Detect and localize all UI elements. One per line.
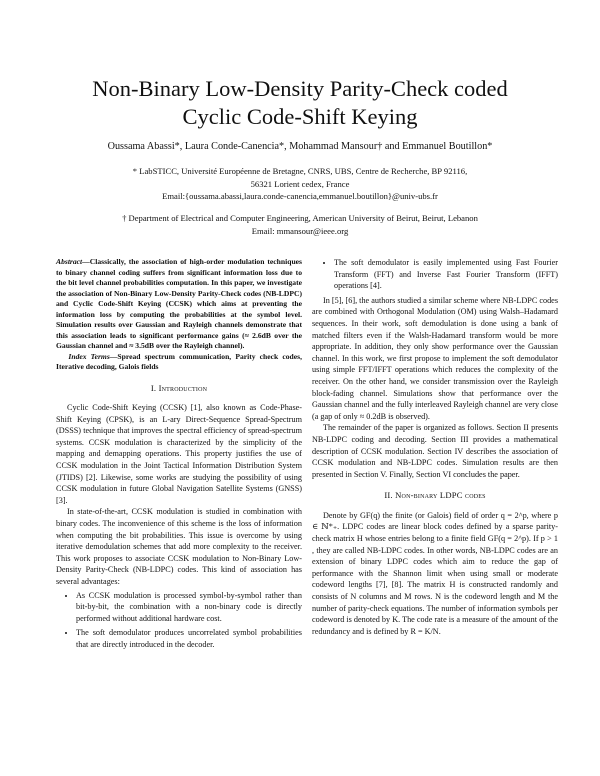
title-line-1: Non-Binary Low-Density Parity-Check coded [92,76,508,101]
nb-ldpc-paragraph-1: Denote by GF(q) the finite (or Galois) field of order q = 2^p, where p ∈ ℕ*₊. LDPC codes are linear block codes defined by a sparse parity-check matrix H whose entries belong to a finite field GF(q = 2^p). If p > 1 , they are called NB-LDPC codes. In other words, NB-LDPC codes are an extension of binary LDPC codes which aim to reduce the gap of performance with the Shannon limit when using small or moderate codeword lengths [7], [8]. The matrix H is constructed randomly and consists of N columns and M rows. N is the codeword length and M the number of parity-check equations. The number of information symbols per codeword is denoted by K. The code rate is a measure of the amount of the redundancy and is defined by R = K/N. [312,510,558,636]
right-column [312,257,558,637]
advantages-list [56,590,302,651]
abstract [56,257,302,352]
intro-paragraph-3: In [5], [6], the authors studied a similar scheme where NB-LDPC codes are combined with Orthogonal Modulation (OM) using Walsh–Hadamard sequences. In their work, soft demodulation is done using a bank of matched filters even if the Walsh-Hadamard transform would be more appropriate. In addition, they only show performance over the Gaussian channel. In this work, we first propose to implement the soft demodulator using simple FFT/IFFT operations which reduces the complexity of the receiver. On the other hand, we consider transmission over the Rayleigh block-fading channel. Simulations show that performance over the Gaussian channel and the fully interleaved Rayleigh channel are very close (a gap of only ≈ 0.2dB is observed). [312,295,558,421]
intro-paragraph-2: In state-of-the-art, CCSK modulation is studied in combination with binary codes. The inconvenience of this scheme is the loss of information when computing the bit probabilities. This issue is overcome by using iterative demodulation schemes that add more complexity to the receiver. This work proposes to associate CCSK modulation to Non-Binary Low-Density Parity-Check (NB-LDPC) codes. This kind of association has several advantages: [56,507,302,586]
index-terms-label: Index Terms [68,351,110,361]
affiliation-1-line-1: * LabSTICC, Université Européenne de Bretagne, CNRS, UBS, Centre de Recherche, BP 92116, [132,166,468,176]
index-terms [56,352,302,373]
section-heading-nb-ldpc: II. Non-binary LDPC codes [384,490,486,501]
affiliation-2-line-1: † Department of Electrical and Computer Engineering, American University of Beirut, Beirut, Lebanon [122,213,478,223]
left-column [56,257,302,654]
affiliation-2 [60,212,540,237]
intro-paragraph-4: The remainder of the paper is organized as follows. Section II presents NB-LDPC coding and decoding. Section III provides a mathematical description of CCSK modulation. Section IV describes the association of CCSK modulation and NB-LDPC codes. Simulation results are then presented in Section V. Finally, Section VI concludes the paper. [312,423,558,479]
author-list: Oussama Abassi*, Laura Conde-Canencia*, Mohammad Mansour† and Emmanuel Boutillon* [107,141,493,152]
list-item: • As CCSK modulation is processed symbol-by-symbol rather than bit-by-bit, the combination with a non-binary code is directly performed without additional hardware cost. [76,590,302,625]
section-heading-introduction: I. Introduction [150,382,208,393]
affiliation-1-email: Email:{oussama.abassi,laura.conde-canencia,emmanuel.boutillon}@univ-ubs.fr [162,191,438,201]
affiliation-1 [60,165,540,203]
abstract-label: Abstract [56,257,83,266]
title-line-2: Cyclic Code-Shift Keying [182,104,418,129]
list-item: • The soft demodulator is easily implemented using Fast Fourier Transform (FFT) and Inverse Fast Fourier Transform (IFFT) operations [4]. [334,257,558,292]
index-terms-text: —Spread spectrum communication, Parity check codes, Iterative decoding, Galois fields [56,351,302,371]
advantages-list-continued [312,257,558,292]
affiliation-1-line-2: 56321 Lorient cedex, France [250,178,350,189]
affiliation-2-email: Email: mmansour@ieee.org [251,225,349,236]
intro-paragraph-1: Cyclic Code-Shift Keying (CCSK) [1], also known as Code-Phase-Shift Keying (CPSK), is an L-ary Direct-Sequence Spread-Spectrum (DSSS) technique that improves the spectral efficiency of spread-spectrum systems. CCSK modulation is characterized by the simplicity of the mapping and demapping operations. This property justifies the use of CCSK modulation in the Joint Tactical Information Distribution System (JTIDS) [2]. Likewise, some works are studying the possibility of using CCSK modulation in future Global Navigation Satellite Systems (GNSS) [3]. [56,403,302,505]
paper-title [40,75,560,131]
list-item: • The soft demodulator produces uncorrelated symbol probabilities that are directly introduced in the decoder. [76,627,302,650]
abstract-text: —Classically, the association of high-order modulation techniques to binary channel coding suffers from significant information loss due to the bit level channel probabilities computation. In this paper, we investigate the association of Non-Binary Low-Density Parity-Check codes (NB-LDPC) and Cyclic Code-Shift Keying (CCSK) which aims at preventing the information loss by computing the probabilities at the symbol level. Simulation results over Gaussian and Rayleigh channels demonstrate that this association leads to significant performance gains (≈ 2.6dB over the Gaussian channel and ≈ 3.5dB over the Rayleigh channel). [56,257,302,350]
